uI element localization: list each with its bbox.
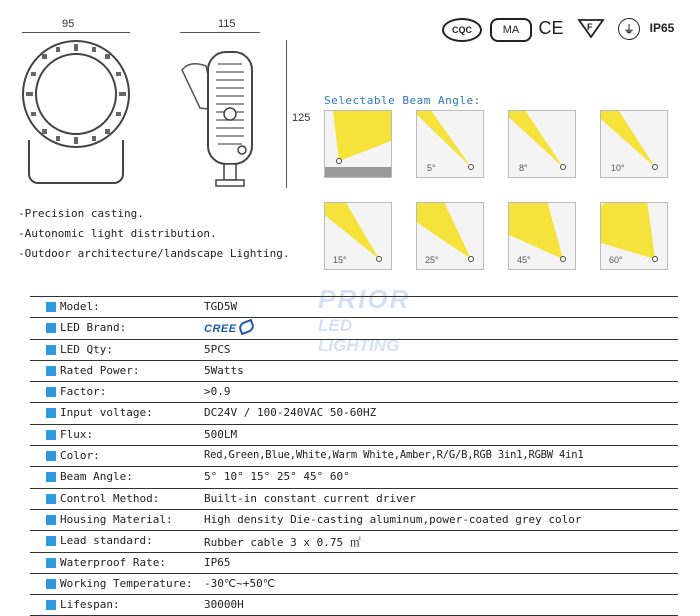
spec-value: 5Watts [204, 363, 244, 377]
side-width-dimension: 115 [218, 18, 236, 30]
bullet-square-icon [46, 366, 56, 376]
lamp-icon [561, 165, 566, 170]
bullet-square-icon [46, 515, 56, 525]
spec-label: Rated Power: [60, 363, 140, 377]
spec-value: Rubber cable 3 x 0.75 ㎡ [204, 536, 361, 550]
side-height-line [286, 40, 287, 188]
spec-table [30, 296, 678, 616]
spec-value: Red,Green,Blue,White,Warm White,Amber,R/G/B,RGB 3in1,RGBW 4in1 [204, 449, 584, 462]
watermark-line2: LED LIGHTING [318, 316, 400, 355]
bullet-square-icon [46, 302, 56, 312]
spec-label: Color: [60, 449, 100, 463]
cma-certification-icon: MA [490, 18, 532, 42]
spec-row-led-brand [30, 318, 678, 339]
cree-mark-icon [237, 319, 255, 335]
beam-cone [417, 111, 471, 167]
lamp-icon [377, 257, 382, 262]
spec-row-rated-power [30, 361, 678, 382]
spec-row-input-voltage [30, 403, 678, 424]
bullet-square-icon [46, 387, 56, 397]
lamp-icon [653, 165, 658, 170]
side-view-drawing [172, 40, 282, 192]
spec-value: -30℃~+50℃ [204, 576, 276, 590]
spec-value: 500LM [204, 427, 238, 441]
beam-panel [324, 110, 392, 178]
spec-row-model [30, 297, 678, 318]
spec-label: LED Brand: [60, 321, 127, 335]
beam-cone [601, 203, 655, 259]
ground-strip [325, 167, 391, 177]
bullet-square-icon [46, 494, 56, 504]
spec-row-lead-standard [30, 531, 678, 552]
spec-label: Input voltage: [60, 406, 153, 420]
beam-angle-label: 5° [427, 163, 436, 173]
beam-panel [508, 110, 576, 178]
side-dimension-line [180, 32, 260, 33]
spec-value: 30000H [204, 598, 244, 612]
beam-cone [509, 111, 563, 167]
spec-row-working-temperature [30, 574, 678, 595]
spec-row-waterproof-rate [30, 553, 678, 574]
svg-text:F: F [587, 22, 593, 32]
front-dimension-line [22, 32, 130, 33]
spec-label: Waterproof Rate: [60, 555, 166, 569]
side-height-dimension: 125 [292, 112, 311, 124]
beam-angle-label: 10° [611, 163, 625, 173]
beam-cone [601, 111, 655, 167]
beam-panel [508, 202, 576, 270]
beam-cone [509, 203, 563, 259]
spec-label: Working Temperature: [60, 576, 193, 590]
spec-label: Flux: [60, 427, 94, 441]
bullet-square-icon [46, 579, 56, 589]
lamp-icon [561, 257, 566, 262]
bullet-square-icon [46, 558, 56, 568]
spec-value: IP65 [204, 555, 231, 569]
ce-certification-icon: CE [538, 17, 564, 38]
bullet-square-icon [46, 408, 56, 418]
feature-list [18, 204, 290, 264]
bullet-square-icon [46, 536, 56, 546]
bullet-square-icon [46, 430, 56, 440]
beam-angle-title: Selectable Beam Angle: [324, 94, 481, 107]
ccc-certification-icon: CQC [442, 18, 482, 42]
lamp-icon [469, 165, 474, 170]
beam-cone [333, 111, 391, 161]
spec-row-color [30, 446, 678, 467]
bullet-square-icon [46, 345, 56, 355]
spec-label: Lifespan: [60, 598, 120, 612]
spec-value: DC24V / 100-240VAC 50-60HZ [204, 406, 377, 420]
beam-panel [416, 110, 484, 178]
beam-cone [417, 203, 471, 259]
spec-row-lifespan [30, 595, 678, 616]
lamp-icon [337, 159, 342, 164]
feature-item: -Outdoor architecture/landscape Lighting. [18, 247, 290, 260]
beam-panel [600, 110, 668, 178]
spec-label: Model: [60, 300, 100, 313]
beam-panel [600, 202, 668, 270]
feature-item: -Autonomic light distribution. [18, 227, 217, 240]
beam-angle-label: 45° [517, 255, 531, 265]
spec-label: Control Method: [60, 491, 160, 505]
beam-panel [416, 202, 484, 270]
lamp-icon [469, 257, 474, 262]
beam-cone [325, 203, 379, 259]
spec-value: 5° 10° 15° 25° 45° 60° [204, 470, 350, 484]
spec-row-factor [30, 382, 678, 403]
spec-row-beam-angle [30, 467, 678, 488]
ground-symbol-icon: ⏚ [618, 18, 640, 40]
spec-label: Factor: [60, 385, 107, 399]
f-mark-certification-icon [577, 18, 605, 38]
spec-row-housing-material [30, 510, 678, 531]
watermark-line1: PRIOR [318, 284, 411, 314]
lamp-icon [653, 257, 658, 262]
ip65-certification-icon: IP65 [649, 21, 675, 35]
spec-label: LED Qty: [60, 342, 113, 356]
spec-row-led-qty [30, 340, 678, 361]
spec-value: TGD5W [204, 300, 238, 313]
beam-angle-label: 8° [519, 163, 528, 173]
spec-value: >0.9 [204, 385, 231, 399]
beam-angle-label: 60° [609, 255, 623, 265]
beam-angle-label: 25° [425, 255, 439, 265]
spec-label: Lead standard: [60, 534, 153, 548]
spec-row-control-method [30, 489, 678, 510]
feature-item: -Precision casting. [18, 207, 144, 220]
bullet-square-icon [46, 451, 56, 461]
spec-row-flux [30, 425, 678, 446]
spec-label: Beam Angle: [60, 470, 133, 484]
bullet-square-icon [46, 600, 56, 610]
spec-value: 5PCS [204, 342, 231, 356]
bullet-square-icon [46, 323, 56, 333]
cree-logo [204, 321, 254, 335]
front-view-fins [22, 40, 130, 148]
spec-value: High density Die-casting aluminum,power-coated grey color [204, 512, 582, 526]
beam-angle-label: 15° [333, 255, 347, 265]
beam-diagram [325, 111, 391, 177]
bullet-square-icon [46, 472, 56, 482]
front-width-dimension: 95 [62, 18, 75, 30]
beam-panel [324, 202, 392, 270]
spec-value: Built-in constant current driver [204, 491, 416, 505]
spec-label: Housing Material: [60, 512, 173, 526]
cree-logo-text: CREE [204, 323, 237, 336]
